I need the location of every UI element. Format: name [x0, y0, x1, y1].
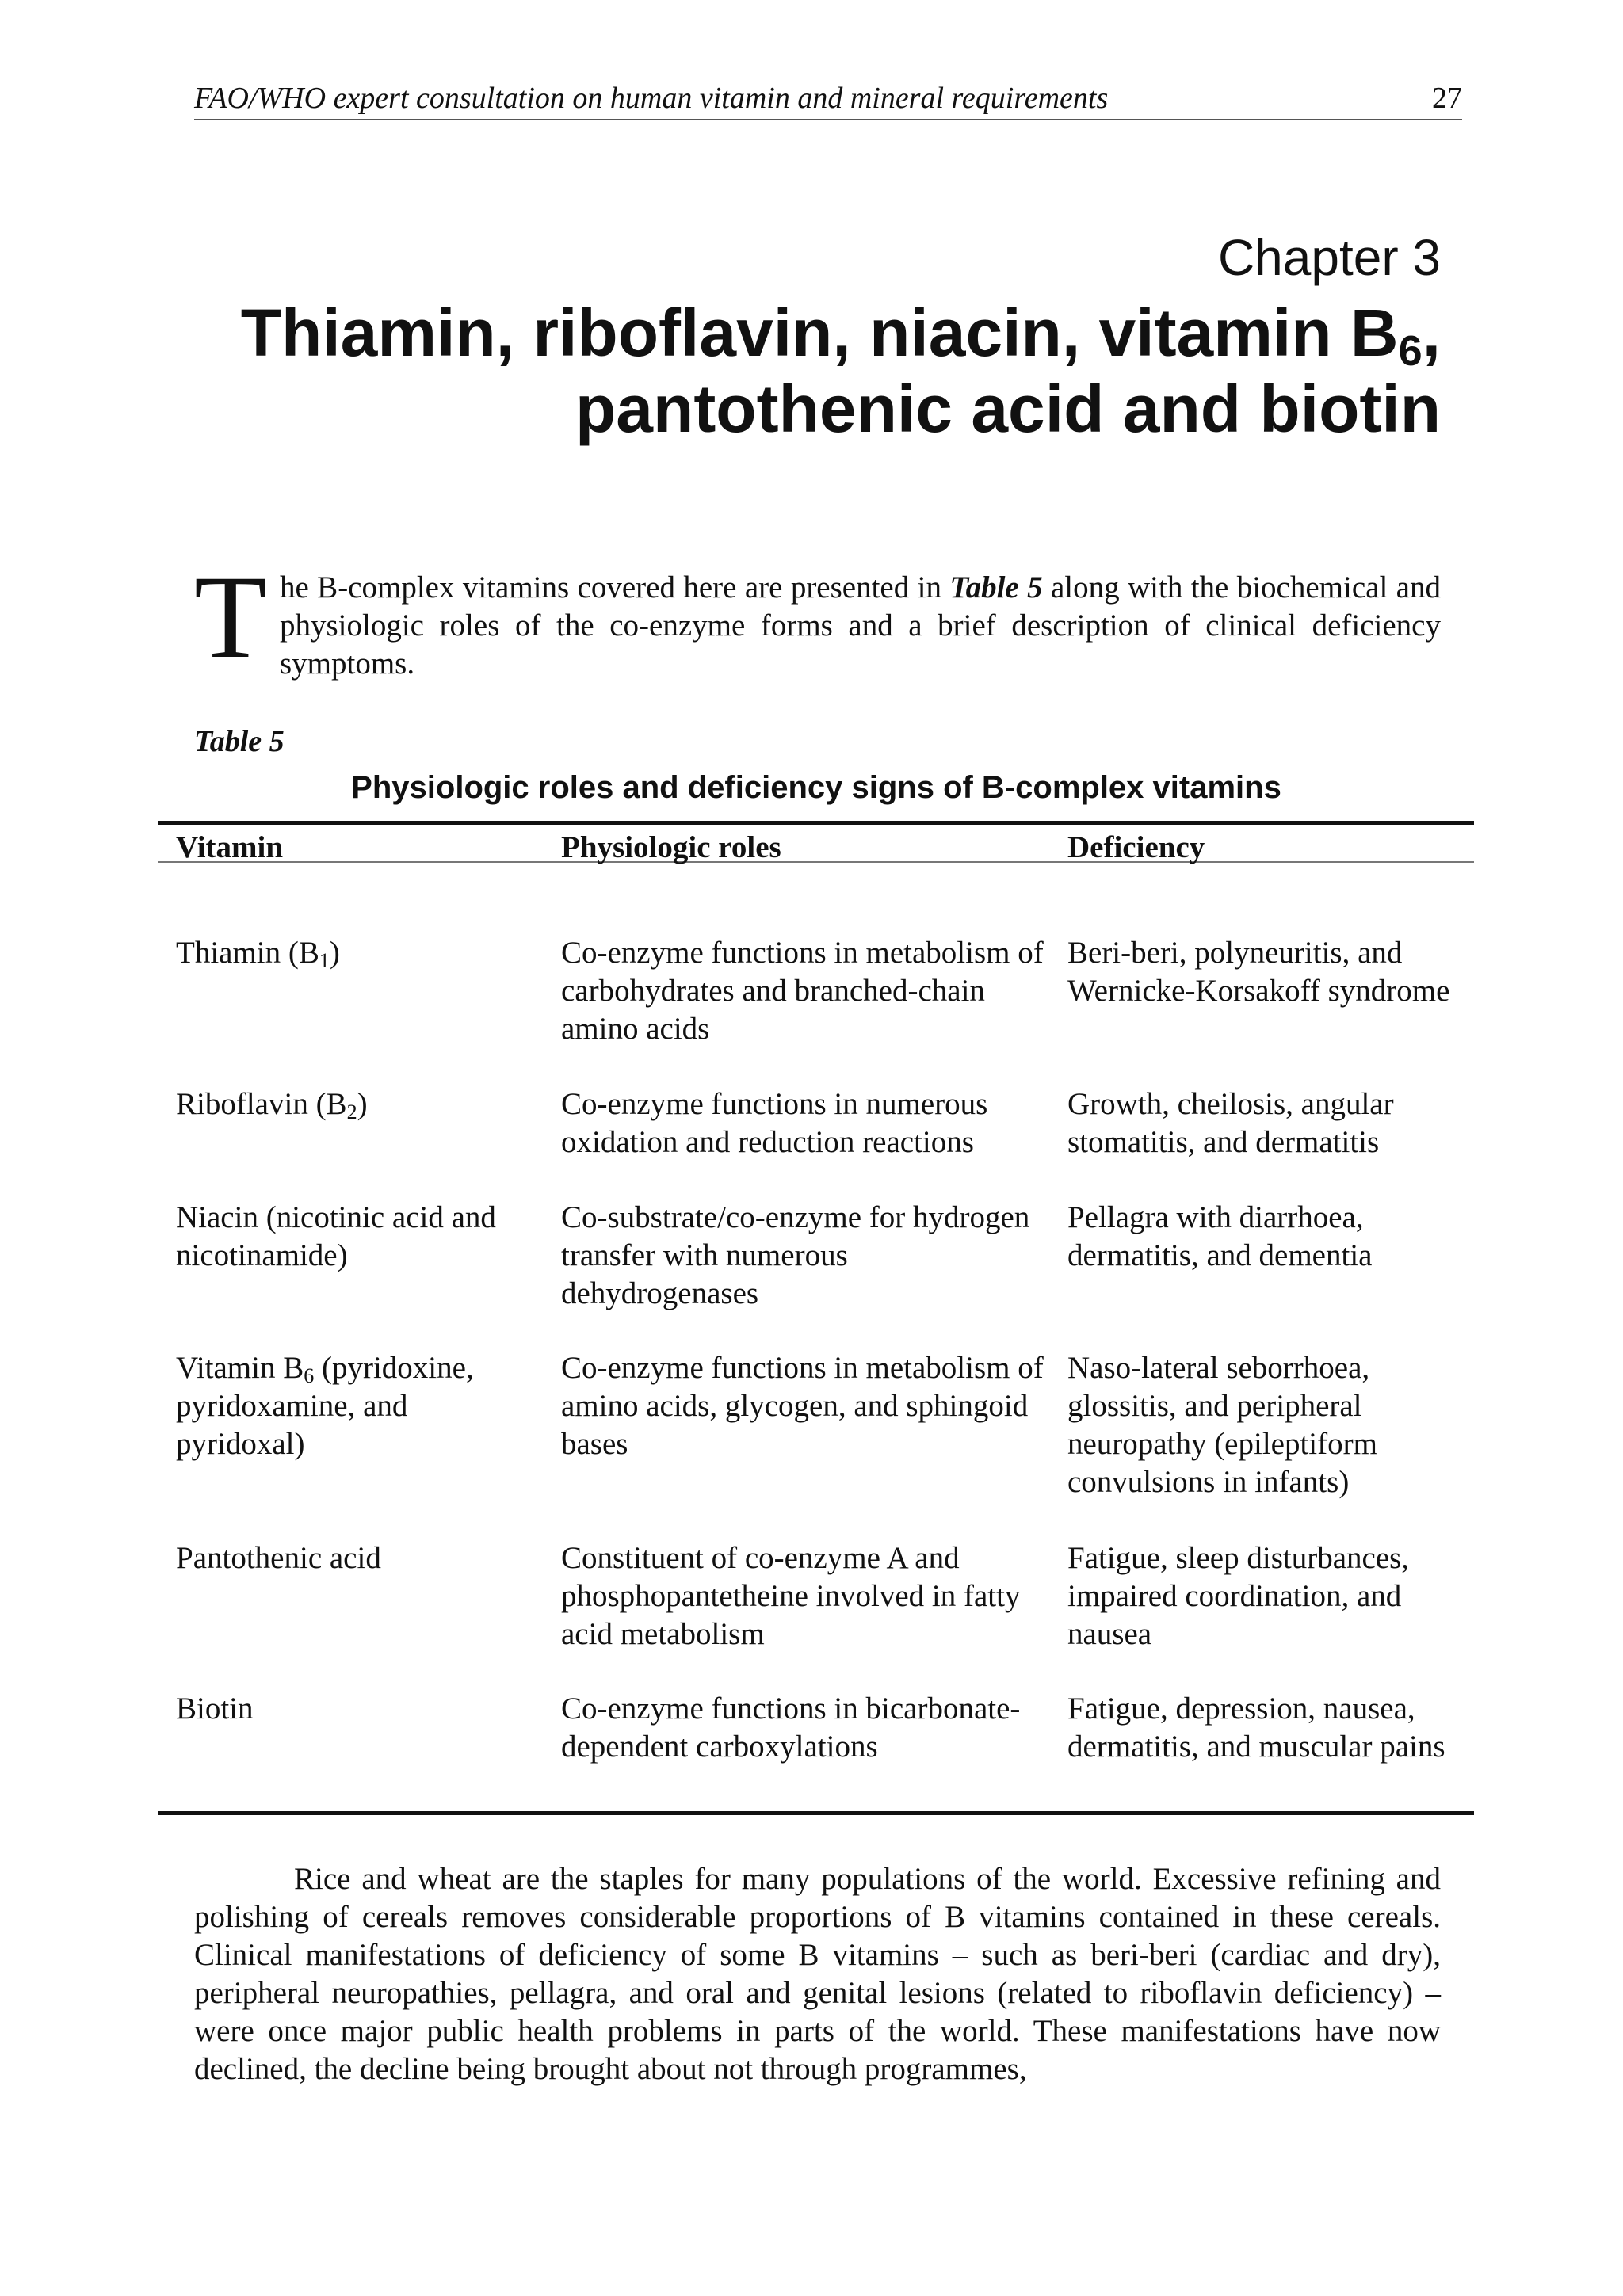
table-bottom-rule	[158, 1811, 1474, 1815]
vitamin-cell	[176, 1690, 540, 1728]
chapter-title-line2: pantothenic acid and biotin	[575, 372, 1441, 446]
intro-text-start: he B-complex vitamins covered here are presented in	[280, 570, 950, 605]
deficiency-cell: Beri-beri, polyneuritis, and Wernicke-Korsakoff syndrome	[1067, 936, 1450, 1008]
vitamin-name: Biotin	[176, 1691, 254, 1726]
vitamin-name-end: )	[357, 1087, 368, 1121]
chapter-title	[141, 295, 1441, 447]
deficiency-cell: Fatigue, sleep disturbances, impaired coordination, and nausea	[1067, 1541, 1410, 1651]
table-label: Table 5	[194, 725, 285, 758]
chapter-label: Chapter 3	[1217, 229, 1441, 286]
chapter-title-comma: ,	[1422, 296, 1441, 370]
vitamin-cell	[176, 934, 540, 972]
deficiency-cell: Naso-lateral seborrhoea, glossitis, and peripheral neuropathy (epileptiform convulsions in infants)	[1067, 1351, 1377, 1499]
vitamin-cell	[176, 1539, 540, 1577]
table-header-row	[158, 825, 1474, 864]
vitamin-cell	[176, 1085, 540, 1123]
drop-cap: T	[194, 551, 267, 683]
body-paragraph: Rice and wheat are the staples for many populations of the world. Excessive refining and polishing of cereals removes considerable proportions of B vitamins contained in these cereals. Clinical manifestations of deficiency of some B vitamins – such as beri-beri (cardiac and dry), peripheral neuropathies, pellagra, and oral and genital lesions (related to riboflavin deficiency) – were once major public health problems in parts of the world. These manifestations have now declined, the decline being brought about not through programmes,	[194, 1862, 1441, 2086]
vitamin-subscript: 1	[319, 949, 330, 972]
vitamin-cell	[176, 1349, 540, 1463]
vitamin-name: Pantothenic acid	[176, 1541, 381, 1575]
page-number: 27	[1432, 82, 1462, 115]
vitamin-table	[158, 821, 1474, 1764]
vitamin-name-end: (pyridoxine, pyridoxamine, and pyridoxal)	[176, 1351, 474, 1461]
deficiency-cell: Pellagra with diarrhoea, dermatitis, and dementia	[1067, 1200, 1373, 1272]
roles-cell: Co-substrate/co-enzyme for hydrogen transfer with numerous dehydrogenases	[561, 1200, 1030, 1310]
column-header-roles: Physiologic roles	[561, 830, 781, 864]
roles-cell: Constituent of co-enzyme A and phosphopantetheine involved in fatty acid metabolism	[561, 1541, 1021, 1651]
intro-text	[280, 569, 1441, 683]
deficiency-cell: Fatigue, depression, nausea, dermatitis, and muscular pains	[1067, 1691, 1445, 1764]
vitamin-name-end: )	[329, 936, 340, 970]
vitamin-cell	[176, 1199, 540, 1275]
roles-cell: Co-enzyme functions in metabolism of carbohydrates and branched-chain amino acids	[561, 936, 1044, 1046]
intro-text-end: along with the biochemical and physiologic roles of the co-enzyme forms and a brief description of clinical deficiency symptoms.	[280, 570, 1441, 681]
roles-cell: Co-enzyme functions in bicarbonate-dependent carboxylations	[561, 1691, 1021, 1764]
vitamin-name: Thiamin (B	[176, 936, 319, 970]
table-reference: Table 5	[949, 570, 1043, 605]
intro-paragraph	[194, 551, 1441, 683]
running-title: FAO/WHO expert consultation on human vitamin and mineral requirements	[194, 82, 1109, 115]
table-caption: Physiologic roles and deficiency signs of B-complex vitamins	[351, 770, 1281, 805]
column-header-deficiency: Deficiency	[1067, 830, 1205, 864]
deficiency-cell: Growth, cheilosis, angular stomatitis, and dermatitis	[1067, 1087, 1394, 1159]
vitamin-name: Vitamin B	[176, 1351, 304, 1385]
vitamin-subscript: 2	[346, 1100, 357, 1123]
vitamin-subscript: 6	[304, 1364, 315, 1387]
chapter-title-text: Thiamin, riboflavin, niacin, vitamin B	[240, 296, 1399, 370]
roles-cell: Co-enzyme functions in numerous oxidation and reduction reactions	[561, 1087, 988, 1159]
running-header	[194, 78, 1462, 120]
column-header-vitamin: Vitamin	[176, 830, 284, 864]
vitamin-name: Niacin (nicotinic acid and nicotinamide)	[176, 1200, 496, 1272]
roles-cell: Co-enzyme functions in metabolism of amino acids, glycogen, and sphingoid bases	[561, 1351, 1044, 1461]
vitamin-name: Riboflavin (B	[176, 1087, 347, 1121]
chapter-title-subscript: 6	[1398, 327, 1423, 375]
